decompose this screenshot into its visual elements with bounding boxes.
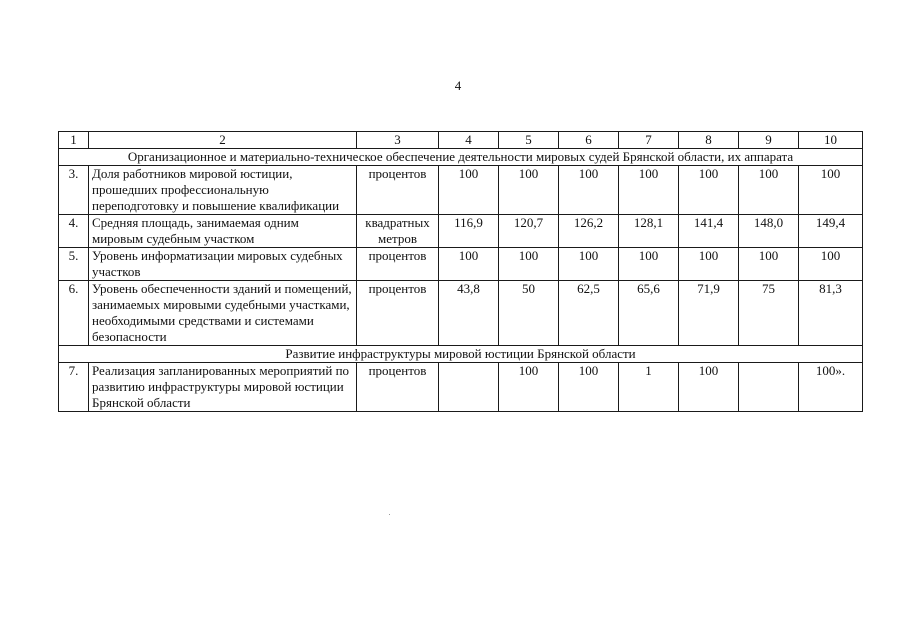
value-cell: 141,4 xyxy=(679,215,739,248)
unit-of-measure: процентов xyxy=(357,248,439,281)
unit-of-measure: процентов xyxy=(357,363,439,412)
table-row xyxy=(59,363,863,412)
column-number-header: 3 xyxy=(357,132,439,149)
table-row xyxy=(59,215,863,248)
table-row xyxy=(59,281,863,346)
column-number-header: 8 xyxy=(679,132,739,149)
value-cell: 100 xyxy=(619,166,679,215)
section-row xyxy=(59,346,863,363)
row-number: 4. xyxy=(59,215,89,248)
value-cell: 100 xyxy=(739,248,799,281)
column-number-header: 4 xyxy=(439,132,499,149)
value-cell: 100 xyxy=(799,248,863,281)
page-number: 4 xyxy=(454,78,462,93)
column-number-header: 1 xyxy=(59,132,89,149)
unit-of-measure: процентов xyxy=(357,281,439,346)
value-cell: 100 xyxy=(559,248,619,281)
value-cell: 100 xyxy=(679,166,739,215)
unit-of-measure: процентов xyxy=(357,166,439,215)
column-number-header: 10 xyxy=(799,132,863,149)
value-cell: 128,1 xyxy=(619,215,679,248)
value-cell: 1 xyxy=(619,363,679,412)
value-cell: 81,3 xyxy=(799,281,863,346)
indicator-description: Уровень информатизации мировых судебных участков xyxy=(89,248,357,281)
value-cell: 148,0 xyxy=(739,215,799,248)
value-cell: 100 xyxy=(739,166,799,215)
unit-of-measure: квадратных метров xyxy=(357,215,439,248)
value-cell: 100 xyxy=(439,166,499,215)
value-cell: 149,4 xyxy=(799,215,863,248)
column-number-header: 5 xyxy=(499,132,559,149)
value-cell: 100 xyxy=(499,363,559,412)
value-cell: 120,7 xyxy=(499,215,559,248)
value-cell xyxy=(739,363,799,412)
value-cell: 100 xyxy=(799,166,863,215)
indicator-description: Реализация запланированных мероприятий по развитию инфраструктуры мировой юстиции Брянской области xyxy=(89,363,357,412)
table-row xyxy=(59,166,863,215)
section-title: Развитие инфраструктуры мировой юстиции Брянской области xyxy=(59,346,863,363)
section-row xyxy=(59,149,863,166)
value-cell: 100 xyxy=(499,166,559,215)
indicator-description: Средняя площадь, занимаемая одним мировым судебным участком xyxy=(89,215,357,248)
column-number-header: 2 xyxy=(89,132,357,149)
value-cell: 43,8 xyxy=(439,281,499,346)
value-cell: 100 xyxy=(499,248,559,281)
table-row xyxy=(59,248,863,281)
value-cell: 50 xyxy=(499,281,559,346)
indicators-table xyxy=(58,131,863,412)
value-cell: 75 xyxy=(739,281,799,346)
column-number-header: 6 xyxy=(559,132,619,149)
row-number: 6. xyxy=(59,281,89,346)
row-number: 5. xyxy=(59,248,89,281)
value-cell: 126,2 xyxy=(559,215,619,248)
value-cell: 100». xyxy=(799,363,863,412)
indicator-description: Доля работников мировой юстиции, прошедших профессиональную переподготовку и повышение квалификации xyxy=(89,166,357,215)
row-number: 7. xyxy=(59,363,89,412)
value-cell: 100 xyxy=(619,248,679,281)
value-cell: 100 xyxy=(439,248,499,281)
scan-speck xyxy=(389,514,390,515)
table-header-row xyxy=(59,132,863,149)
value-cell: 71,9 xyxy=(679,281,739,346)
value-cell: 100 xyxy=(559,166,619,215)
value-cell: 100 xyxy=(679,248,739,281)
value-cell xyxy=(439,363,499,412)
row-number: 3. xyxy=(59,166,89,215)
column-number-header: 9 xyxy=(739,132,799,149)
value-cell: 100 xyxy=(679,363,739,412)
value-cell: 65,6 xyxy=(619,281,679,346)
indicator-description: Уровень обеспеченности зданий и помещений, занимаемых мировыми судебными участками, необходимыми средствами и системами безопасности xyxy=(89,281,357,346)
value-cell: 62,5 xyxy=(559,281,619,346)
value-cell: 100 xyxy=(559,363,619,412)
section-title: Организационное и материально-техническое обеспечение деятельности мировых судей Брянской области, их аппарата xyxy=(59,149,863,166)
column-number-header: 7 xyxy=(619,132,679,149)
value-cell: 116,9 xyxy=(439,215,499,248)
